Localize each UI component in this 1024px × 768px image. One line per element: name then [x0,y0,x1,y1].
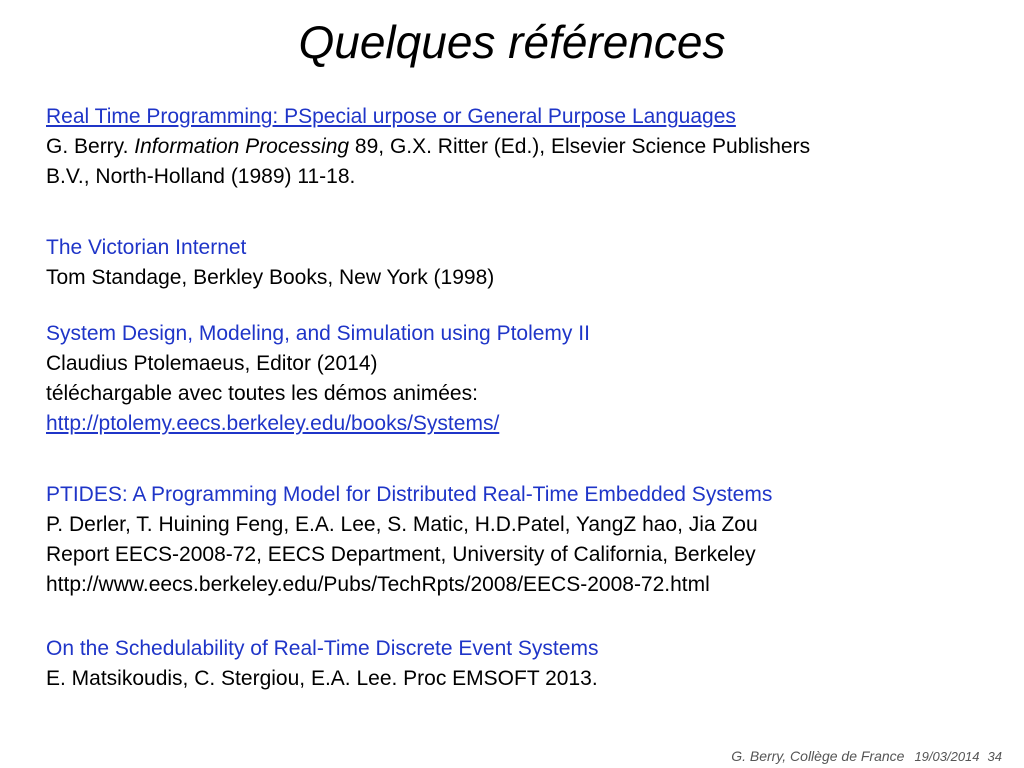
reference-publisher: 89, G.X. Ritter (Ed.), Elsevier Science Publishers [349,135,811,158]
reference-authors: G. Berry. [46,135,135,158]
reference-title: On the Schedulability of Real-Time Discrete Event Systems [46,637,599,660]
reference-details-line: B.V., North-Holland (1989) 11-18. [46,165,356,188]
reference-item [46,319,1006,439]
reference-title: PTIDES: A Programming Model for Distributed Real-Time Embedded Systems [46,483,773,506]
reference-url-text: http://www.eecs.berkeley.edu/Pubs/TechRpts/2008/EECS-2008-72.html [46,573,710,596]
reference-url-link[interactable]: http://ptolemy.eecs.berkeley.edu/books/Systems/ [46,412,500,435]
slide-title: Quelques références [298,16,726,68]
footer-author: G. Berry, Collège de France [731,748,905,764]
reference-title: System Design, Modeling, and Simulation using Ptolemy II [46,322,590,345]
footer-date: 19/03/2014 [914,749,980,764]
reference-details-line: Claudius Ptolemaeus, Editor (2014) [46,352,378,375]
reference-item [46,102,1006,192]
reference-item [46,480,1006,600]
reference-item [46,634,1006,694]
reference-list [46,102,1006,694]
reference-details [46,132,1006,162]
reference-title: The Victorian Internet [46,236,247,259]
reference-details-line: Tom Standage, Berkley Books, New York (1998) [46,266,495,289]
reference-journal: Information Processing [134,135,350,158]
reference-details-line: téléchargable avec toutes les démos animées: [46,382,478,405]
reference-details-line: Report EECS-2008-72, EECS Department, University of California, Berkeley [46,543,756,566]
reference-title-link[interactable]: Real Time Programming: PSpecial urpose or General Purpose Languages [46,105,736,128]
reference-item [46,233,1006,293]
reference-details-line: P. Derler, T. Huining Feng, E.A. Lee, S. Matic, H.D.Patel, YangZ hao, Jia Zou [46,513,758,536]
slide-footer [731,748,1002,764]
reference-details-line: E. Matsikoudis, C. Stergiou, E.A. Lee. Proc EMSOFT 2013. [46,667,598,690]
footer-page-number: 34 [987,749,1002,764]
